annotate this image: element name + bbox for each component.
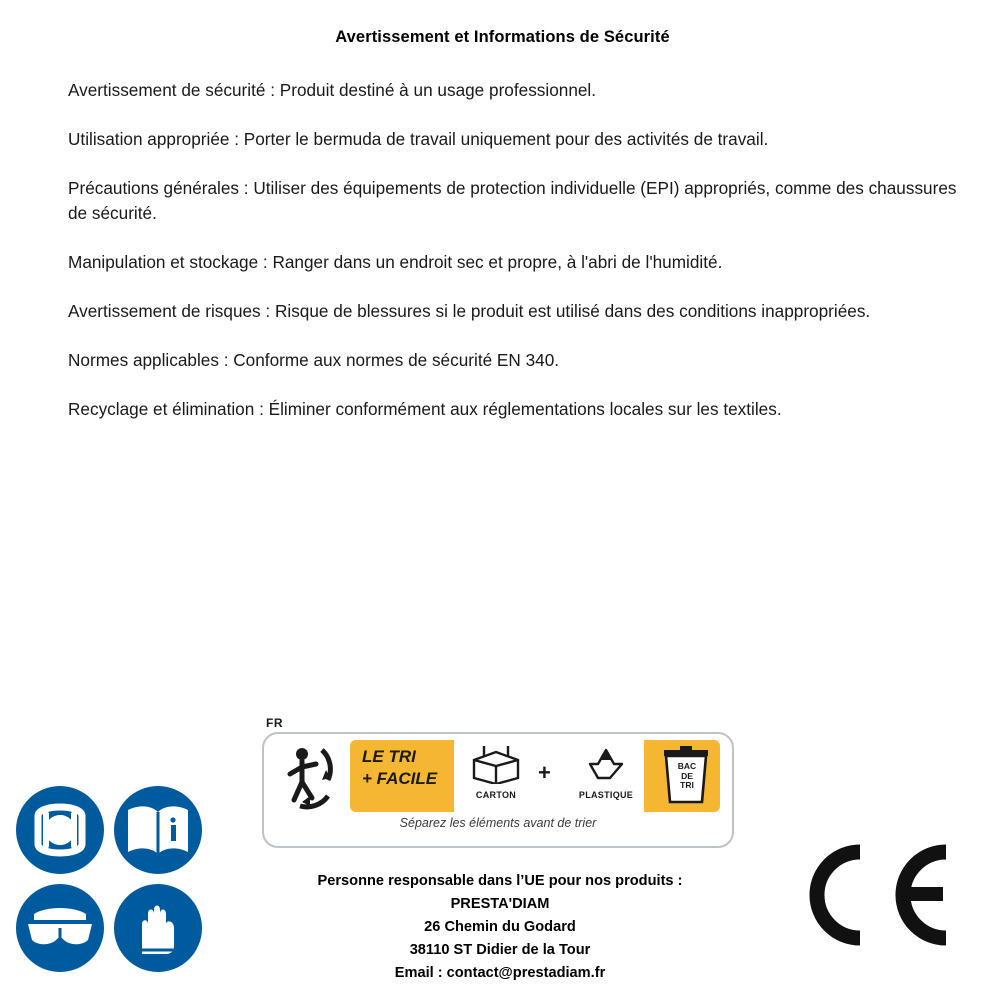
company-name: PRESTA'DIAM xyxy=(450,896,550,913)
company-street: 26 Chemin du Godard xyxy=(424,919,576,936)
bin-label-line1: BAC xyxy=(677,761,697,771)
page-title: Avertissement et Informations de Sécurité xyxy=(335,28,670,46)
read-instructions-icon xyxy=(114,786,202,874)
triman-recycling-label xyxy=(262,716,732,846)
responsible-suffix: pour nos produits : xyxy=(544,873,683,889)
safety-paragraph: Avertissement de risques : Risque de blessures si le produit est utilisé dans des conditions inappropriées. xyxy=(68,300,871,321)
responsible-person-block xyxy=(210,870,790,985)
email-value: contact@prestadiam.fr xyxy=(446,965,606,982)
triman-headline-line2: + FACILE xyxy=(362,768,438,788)
bin-label-line2: DE xyxy=(681,770,693,781)
triman-figure-icon xyxy=(272,740,348,812)
safety-text-block xyxy=(68,78,968,422)
safety-paragraph: Avertissement de sécurité : Produit destiné à un usage professionnel. xyxy=(68,80,597,100)
plus-symbol: + xyxy=(538,760,551,785)
ce-mark-icon xyxy=(800,840,960,950)
plastique-item xyxy=(564,744,648,800)
email-label: Email : xyxy=(394,965,447,982)
triman-footer-text: Séparez les éléments avant de trier xyxy=(399,816,597,830)
bin-label-line3: TRI xyxy=(680,780,694,791)
triman-box xyxy=(262,732,734,848)
carton-label: CARTON xyxy=(475,790,517,800)
carton-item xyxy=(460,744,532,800)
triman-headline xyxy=(362,746,454,790)
safety-paragraph: Précautions générales : Utiliser des équipements de protection individuelle (EPI) appropriés, comme des chaussures de sécurité. xyxy=(68,177,957,223)
company-city: 38110 ST Didier de la Tour xyxy=(409,942,591,959)
responsible-person-line xyxy=(210,870,790,893)
ear-protection-icon xyxy=(16,786,104,874)
safety-paragraph: Manipulation et stockage : Ranger dans un endroit sec et propre, à l'abri de l'humidité. xyxy=(68,251,723,272)
plastique-label: PLASTIQUE xyxy=(578,790,634,800)
safety-paragraph: Utilisation appropriée : Porter le bermuda de travail uniquement pour des activités de travail. xyxy=(68,128,769,149)
triman-headline-line1: LE TRI xyxy=(362,747,416,766)
recycle-loop-icon xyxy=(576,744,636,784)
hand-protection-icon xyxy=(114,884,202,972)
safety-paragraph: Normes applicables : Conforme aux normes de sécurité EN 340. xyxy=(68,349,560,370)
company-email-line xyxy=(210,962,790,985)
safety-paragraph: Recyclage et élimination : Éliminer conformément aux réglementations locales sur les textiles. xyxy=(68,398,782,419)
bin-label xyxy=(668,762,706,791)
responsible-ue: UE xyxy=(524,873,545,889)
eye-protection-icon xyxy=(16,884,104,972)
responsible-prefix: Personne responsable dans l’ xyxy=(317,873,525,889)
pictogram-group xyxy=(16,786,216,986)
language-tag: FR xyxy=(266,716,283,730)
carton-box-icon xyxy=(466,744,526,784)
